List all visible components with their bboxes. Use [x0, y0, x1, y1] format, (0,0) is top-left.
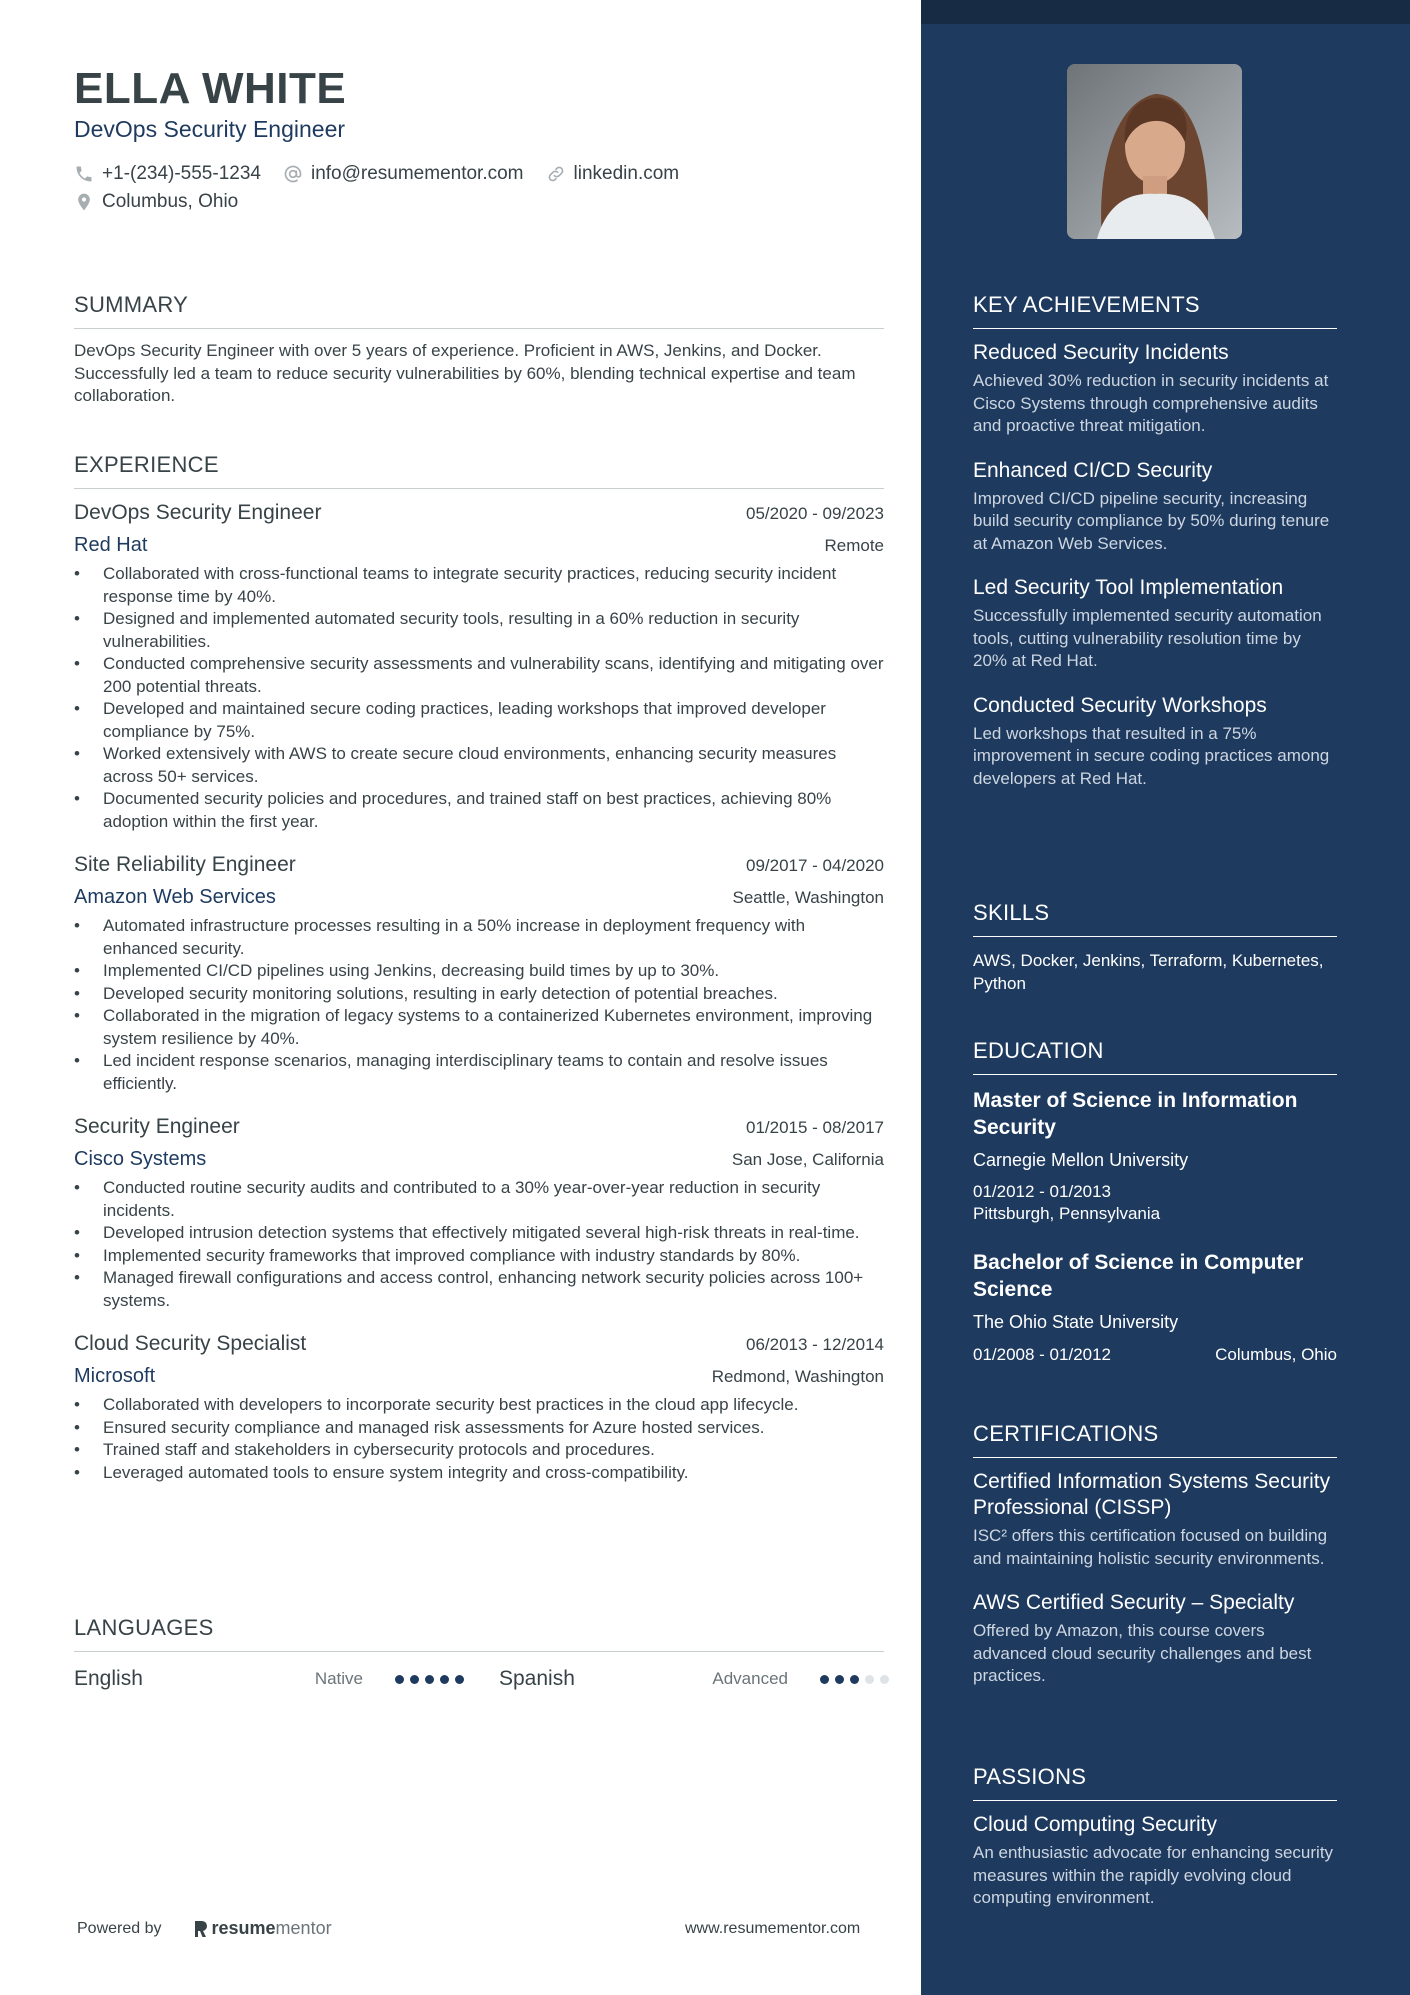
- languages-section: [74, 1615, 884, 1694]
- phone-icon: [74, 164, 94, 184]
- job-entry: [74, 1115, 884, 1312]
- job-entry: [74, 501, 884, 833]
- achievement-title: Reduced Security Incidents: [973, 341, 1229, 364]
- contact-info: [74, 160, 701, 216]
- achievement-item: [973, 575, 1337, 673]
- passions-section: [973, 1764, 1337, 1910]
- language-item: [74, 1667, 464, 1691]
- achievement-desc: Improved CI/CD pipeline security, increasing build security compliance by 50% during tenure at Amazon Web Services.: [973, 488, 1330, 553]
- job-bullet: • Documented security policies and procedures, and trained staff on best practices, achieving 80% adoption within the first year.: [74, 788, 884, 833]
- achievement-title: Conducted Security Workshops: [973, 693, 1267, 717]
- job-bullet: • Managed firewall configurations and access control, enhancing network security policies across 100+ systems.: [74, 1267, 884, 1312]
- skills-heading: SKILLS: [973, 900, 1337, 937]
- logo-light-text: mentor: [275, 1918, 332, 1938]
- job-bullet: • Automated infrastructure processes resulting in a 50% increase in deployment frequency with enhanced security.: [74, 915, 884, 960]
- job-bullet: • Developed and maintained secure coding practices, leading workshops that improved developer compliance by 75%.: [74, 698, 884, 743]
- certifications-heading: CERTIFICATIONS: [973, 1421, 1337, 1458]
- education-heading: EDUCATION: [973, 1038, 1337, 1075]
- job-location: Redmond, Washington: [711, 1367, 884, 1386]
- job-bullet: • Implemented CI/CD pipelines using Jenkins, decreasing build times by up to 30%.: [74, 960, 884, 983]
- job-bullet: • Designed and implemented automated security tools, resulting in a 60% reduction in security vulnerabilities.: [74, 608, 884, 653]
- language-item: [499, 1667, 889, 1691]
- language-level: Advanced: [712, 1669, 788, 1688]
- education-degree: Master of Science in Information Security: [973, 1089, 1298, 1139]
- footer-branding: [77, 1918, 332, 1939]
- job-bullet: • Trained staff and stakeholders in cybersecurity protocols and procedures.: [74, 1439, 884, 1462]
- job-company: Cisco Systems: [74, 1148, 207, 1170]
- candidate-title: DevOps Security Engineer: [74, 116, 346, 142]
- job-bullet: • Developed intrusion detection systems that effectively mitigated several high-risk threats in real-time.: [74, 1222, 884, 1245]
- job-bullets: [74, 563, 884, 833]
- certification-item: [973, 1469, 1337, 1570]
- education-degree: Bachelor of Science in Computer Science: [973, 1251, 1304, 1301]
- rating-dot-filled: [425, 1675, 434, 1684]
- education-dates: 01/2008 - 01/2012: [973, 1345, 1112, 1364]
- rating-dot-filled: [410, 1675, 419, 1684]
- certifications-section: [973, 1421, 1337, 1688]
- sidebar-top-band: [921, 0, 1410, 24]
- contact-location: [74, 191, 238, 213]
- education-school: Carnegie Mellon University: [973, 1150, 1189, 1170]
- link-icon: [546, 164, 566, 184]
- job-bullet: • Collaborated with developers to incorporate security best practices in the cloud app lifecycle.: [74, 1394, 884, 1417]
- job-location: Remote: [824, 536, 884, 555]
- sidebar: [921, 0, 1410, 1995]
- passion-item: [973, 1812, 1337, 1910]
- achievements-heading: KEY ACHIEVEMENTS: [973, 292, 1337, 329]
- language-rating: [395, 1675, 464, 1684]
- job-title: Site Reliability Engineer: [74, 853, 296, 876]
- summary-heading: SUMMARY: [74, 292, 884, 329]
- job-bullet: • Ensured security compliance and managed risk assessments for Azure hosted services.: [74, 1417, 884, 1440]
- certification-desc: ISC² offers this certification focused on building and maintaining holistic security environments.: [973, 1526, 1328, 1568]
- job-dates: 01/2015 - 08/2017: [745, 1118, 884, 1137]
- linkedin-text: linkedin.com: [573, 163, 680, 184]
- language-rating: [820, 1675, 889, 1684]
- language-name: Spanish: [499, 1667, 575, 1690]
- job-bullet: • Conducted routine security audits and contributed to a 30% year-over-year reduction in security incidents.: [74, 1177, 884, 1222]
- contact-email[interactable]: [283, 163, 524, 185]
- job-title: DevOps Security Engineer: [74, 501, 322, 524]
- job-bullet: • Leveraged automated tools to ensure system integrity and cross-compatibility.: [74, 1462, 884, 1485]
- location-text: Columbus, Ohio: [102, 191, 239, 212]
- rating-dot-filled: [820, 1675, 829, 1684]
- profile-photo: [1067, 64, 1242, 239]
- job-company: Microsoft: [74, 1365, 156, 1387]
- job-location: San Jose, California: [731, 1150, 884, 1169]
- job-title: Cloud Security Specialist: [74, 1332, 307, 1355]
- job-bullet: • Implemented security frameworks that improved compliance with industry standards by 80%.: [74, 1245, 884, 1268]
- contact-linkedin[interactable]: [546, 163, 680, 185]
- job-dates: 06/2013 - 12/2014: [745, 1335, 884, 1354]
- experience-section: [74, 452, 884, 1484]
- powered-by-text: Powered by: [77, 1919, 162, 1937]
- rating-dot-empty: [865, 1675, 874, 1684]
- job-bullet: • Worked extensively with AWS to create secure cloud environments, enhancing security measures across 50+ services.: [74, 743, 884, 788]
- summary-text: DevOps Security Engineer with over 5 years of experience. Proficient in AWS, Jenkins, and Docker. Successfully led a team to reduce security vulnerabilities by 60%, blending technical expertise and team collaboration.: [74, 341, 856, 405]
- job-entry: [74, 853, 884, 1095]
- rating-dot-empty: [880, 1675, 889, 1684]
- achievement-title: Enhanced CI/CD Security: [973, 458, 1213, 482]
- language-name: English: [74, 1667, 143, 1690]
- candidate-name: ELLA WHITE: [74, 64, 347, 113]
- job-title: Security Engineer: [74, 1115, 240, 1138]
- education-dates: 01/2012 - 01/2013: [973, 1182, 1112, 1201]
- rating-dot-filled: [440, 1675, 449, 1684]
- rating-dot-filled: [850, 1675, 859, 1684]
- certification-desc: Offered by Amazon, this course covers advanced cloud security challenges and best practices.: [973, 1621, 1312, 1685]
- location-pin-icon: [74, 192, 94, 212]
- education-section: [973, 1038, 1337, 1365]
- resumementor-logo-icon: [192, 1919, 208, 1939]
- achievements-section: [973, 292, 1337, 790]
- passion-title: Cloud Computing Security: [973, 1813, 1217, 1836]
- passion-desc: An enthusiastic advocate for enhancing security measures within the rapidly evolving cloud computing environment.: [973, 1843, 1334, 1907]
- skills-list: AWS, Docker, Jenkins, Terraform, Kubernetes, Python: [973, 951, 1324, 993]
- job-bullet: • Led incident response scenarios, managing interdisciplinary teams to contain and resolve issues efficiently.: [74, 1050, 884, 1095]
- achievement-desc: Achieved 30% reduction in security incidents at Cisco Systems through comprehensive audits and proactive threat mitigation.: [973, 371, 1329, 435]
- achievement-desc: Led workshops that resulted in a 75% improvement in secure coding practices among developers at Red Hat.: [973, 723, 1330, 788]
- language-level: Native: [314, 1669, 363, 1688]
- certification-item: [973, 1590, 1337, 1688]
- achievement-title: Led Security Tool Implementation: [973, 576, 1284, 599]
- achievement-desc: Successfully implemented security automation tools, cutting vulnerability resolution time by 20% at Red Hat.: [973, 606, 1322, 670]
- job-bullet: • Conducted comprehensive security assessments and vulnerability scans, identifying and mitigating over 200 potential threats.: [74, 653, 884, 698]
- job-bullet: • Collaborated in the migration of legacy systems to a containerized Kubernetes environment, improving system resilience by 40%.: [74, 1005, 884, 1050]
- at-icon: [283, 164, 303, 184]
- skills-section: [973, 900, 1337, 995]
- job-bullets: [74, 915, 884, 1095]
- rating-dot-filled: [395, 1675, 404, 1684]
- achievement-item: [973, 693, 1337, 791]
- education-item: [973, 1249, 1337, 1365]
- certification-title: Certified Information Systems Security Professional (CISSP): [973, 1470, 1331, 1519]
- logo-bold-text: resume: [211, 1918, 276, 1938]
- education-location: Pittsburgh, Pennsylvania: [973, 1204, 1161, 1223]
- contact-phone[interactable]: [74, 163, 261, 185]
- resumementor-logo[interactable]: [192, 1918, 332, 1939]
- certification-title: AWS Certified Security – Specialty: [973, 1591, 1295, 1614]
- education-item: [973, 1087, 1337, 1225]
- job-dates: 05/2020 - 09/2023: [745, 504, 884, 523]
- job-entry: [74, 1332, 884, 1484]
- experience-heading: EXPERIENCE: [74, 452, 884, 489]
- job-location: Seattle, Washington: [732, 888, 884, 907]
- education-school: The Ohio State University: [973, 1312, 1179, 1332]
- job-company: Amazon Web Services: [74, 886, 276, 908]
- languages-heading: LANGUAGES: [74, 1615, 884, 1652]
- job-dates: 09/2017 - 04/2020: [745, 856, 884, 875]
- job-company: Red Hat: [74, 534, 148, 556]
- email-text: info@resumementor.com: [310, 163, 524, 184]
- job-bullet: • Developed security monitoring solutions, resulting in early detection of potential breaches.: [74, 983, 884, 1006]
- rating-dot-filled: [455, 1675, 464, 1684]
- achievement-item: [973, 458, 1337, 556]
- rating-dot-filled: [835, 1675, 844, 1684]
- summary-section: [74, 292, 884, 408]
- job-bullets: [74, 1394, 884, 1484]
- education-location: Columbus, Ohio: [1215, 1345, 1337, 1364]
- job-bullet: • Collaborated with cross-functional teams to integrate security practices, reducing security incident response time by 40%.: [74, 563, 884, 608]
- achievement-item: [973, 340, 1337, 438]
- job-bullets: [74, 1177, 884, 1312]
- passions-heading: PASSIONS: [973, 1764, 1337, 1801]
- phone-text: +1-(234)-555-1234: [102, 163, 261, 184]
- footer-website[interactable]: www.resumementor.com: [685, 1920, 861, 1937]
